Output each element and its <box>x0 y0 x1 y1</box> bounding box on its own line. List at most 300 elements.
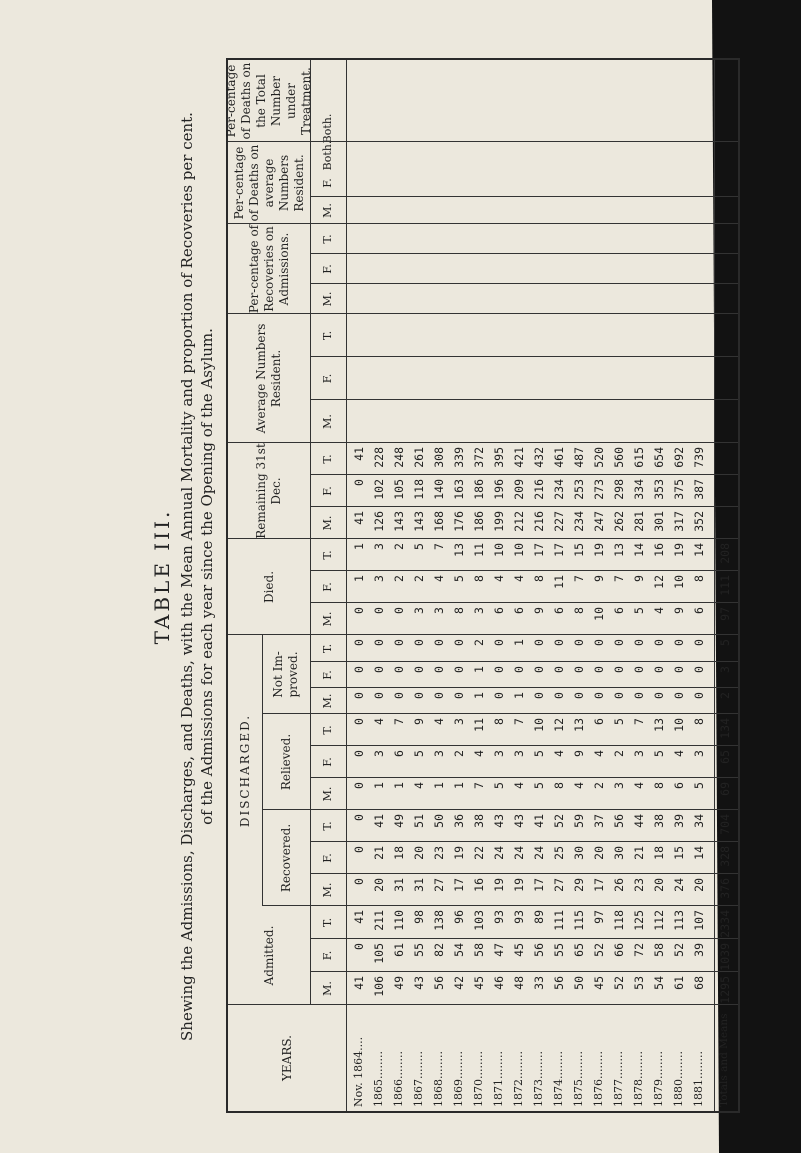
table-cell: 41 <box>352 910 366 924</box>
table-cell: 21 <box>632 846 646 860</box>
table-cell: 25 <box>552 846 566 860</box>
table-cell: 24 <box>492 846 506 860</box>
table-cell: 56 <box>612 814 626 828</box>
table-cell: 105 <box>392 479 406 500</box>
table-cell: 0 <box>572 692 586 699</box>
table-cell: 339 <box>452 447 466 468</box>
table-cell: 56 <box>532 943 546 957</box>
table-cell: 13 <box>652 718 666 732</box>
table-cell: 211 <box>372 910 386 931</box>
table-cell: 2 <box>592 782 606 789</box>
table-cell: 5 <box>632 607 646 614</box>
year-label: 1874........ <box>552 1051 565 1107</box>
table-cell: 16 <box>652 543 666 557</box>
table-cell: 4 <box>672 750 686 757</box>
year-label: 1871........ <box>492 1051 505 1107</box>
table-cell: 54 <box>652 976 666 990</box>
table-cell: 196 <box>492 479 506 500</box>
subheader-t: T. <box>321 917 335 928</box>
table-cell: 0 <box>492 639 506 646</box>
table-cell: 54 <box>452 943 466 957</box>
table-cell: 52 <box>592 943 606 957</box>
table-cell: 0 <box>392 666 406 673</box>
subheader-t: T. <box>321 454 335 464</box>
header-pct-deaths-average: Per-centage of Deaths on average Numbers Resident. <box>231 144 306 222</box>
table-cell: 5 <box>532 782 546 789</box>
table-cell: 11 <box>472 543 486 557</box>
header-died: Died. <box>261 570 276 604</box>
table-cell: 4 <box>572 782 586 789</box>
table-cell: 6 <box>692 607 706 614</box>
table-cell: 113 <box>672 910 686 931</box>
sub-column-rule <box>310 399 738 400</box>
table-cell: 10 <box>672 718 686 732</box>
table-cell: 44 <box>632 814 646 828</box>
table-cell: 0 <box>352 639 366 646</box>
table-cell: 395 <box>492 447 506 468</box>
table-cell: 615 <box>632 447 646 468</box>
table-cell: 46 <box>492 976 506 990</box>
subheader-t: T. <box>321 821 335 831</box>
column-rule <box>228 223 738 224</box>
year-label: 1866........ <box>392 1051 405 1107</box>
table-cell: 0 <box>612 666 626 673</box>
table-cell: 98 <box>412 910 426 924</box>
sub-column-rule <box>310 196 738 197</box>
table-cell: 0 <box>352 878 366 885</box>
table-cell: 0 <box>412 639 426 646</box>
table-cell: 421 <box>512 447 526 468</box>
table-cell: 14 <box>692 543 706 557</box>
table-cell: 0 <box>572 666 586 673</box>
table-cell: 12 <box>652 575 666 589</box>
table-cell: 0 <box>692 692 706 699</box>
table-cell: 375 <box>672 479 686 500</box>
table-cell: 10 <box>492 543 506 557</box>
header-rule <box>346 60 347 1111</box>
subheader-f: F. <box>321 178 335 188</box>
header-not-improved: Not Im-proved. <box>271 651 300 698</box>
table-cell: 110 <box>392 910 406 931</box>
header-pct-deaths-total: Per-centage of Deaths on the Total Number under Treatment. <box>224 62 313 140</box>
table-cell: 5 <box>412 750 426 757</box>
table-cell: 8 <box>692 718 706 725</box>
table-cell: 461 <box>552 447 566 468</box>
table-cell: 38 <box>652 814 666 828</box>
subheader-f: F. <box>321 853 335 863</box>
table-cell: 45 <box>592 976 606 990</box>
table-cell: 96 <box>452 910 466 924</box>
table-cell: 10 <box>672 575 686 589</box>
table-cell: 9 <box>672 607 686 614</box>
header-pct-recoveries: Per-centage of Recoveries on Admissions. <box>246 224 291 314</box>
subheader-m: M. <box>321 981 335 996</box>
table-cell: 5 <box>532 750 546 757</box>
header-admitted: Admitted. <box>261 925 276 986</box>
table-cell: 41 <box>532 814 546 828</box>
table-cell: 0 <box>692 639 706 646</box>
header-average: Average Numbers Resident. <box>254 323 283 434</box>
subheader-both: Both. <box>321 113 335 144</box>
table-cell: 27 <box>552 878 566 892</box>
table-cell: 3 <box>432 607 446 614</box>
table-cell: 112 <box>652 910 666 931</box>
table-cell: 82 <box>432 943 446 957</box>
table-cell: 52 <box>612 976 626 990</box>
table-cell: 261 <box>412 447 426 468</box>
table-cell: 9 <box>532 607 546 614</box>
table-cell: 0 <box>352 814 366 821</box>
table-cell: 2 <box>472 639 486 646</box>
table-cell: 65 <box>572 943 586 957</box>
table-subtitle-line2: of the Admissions for each year since the Opening of the Asylum. <box>198 328 216 825</box>
table-cell: 89 <box>532 910 546 924</box>
table-cell: 8 <box>472 575 486 582</box>
table-cell: 4 <box>512 575 526 582</box>
table-cell: 24 <box>532 846 546 860</box>
table-cell: 14 <box>692 846 706 860</box>
table-cell: 216 <box>532 511 546 532</box>
table-cell: 0 <box>592 639 606 646</box>
table-cell: 0 <box>632 639 646 646</box>
table-cell: 234 <box>572 511 586 532</box>
subheader-m: M. <box>321 611 335 627</box>
table-cell: 4 <box>412 782 426 789</box>
table-cell: 5 <box>692 782 706 789</box>
table-cell: 1 <box>392 782 406 789</box>
table-cell: 0 <box>372 692 386 699</box>
table-cell: 48 <box>512 976 526 990</box>
table-cell: 4 <box>372 718 386 725</box>
table-cell: 0 <box>492 666 506 673</box>
table-cell: 15 <box>572 543 586 557</box>
table-cell: 334 <box>632 479 646 500</box>
table-cell: 0 <box>632 692 646 699</box>
header-years: YEARS. <box>279 1035 294 1081</box>
header-remaining: Remaining 31st Dec. <box>254 443 283 539</box>
year-label: 1865........ <box>372 1051 385 1107</box>
table-cell: 1 <box>472 692 486 699</box>
table-cell: 7 <box>472 782 486 789</box>
table-cell: 6 <box>552 607 566 614</box>
table-cell: 51 <box>412 814 426 828</box>
table-cell: 3 <box>512 750 526 757</box>
table-cell: 34 <box>692 814 706 828</box>
table-subtitle-line1: Shewing the Admissions, Discharges, and Deaths, with the Mean Annual Mortality and proportion of Recoveries per cent. <box>178 112 196 1041</box>
table-cell: 13 <box>452 543 466 557</box>
table-cell: 2 <box>412 575 426 582</box>
table-cell: 1 <box>452 782 466 789</box>
table-cell: 50 <box>432 814 446 828</box>
table-cell: 317 <box>672 511 686 532</box>
subheader-t: T. <box>321 550 335 560</box>
table-cell: 487 <box>572 447 586 468</box>
table-cell: 199 <box>492 511 506 532</box>
table-cell: 739 <box>692 447 706 468</box>
totals-cell: 1295 <box>718 976 732 1004</box>
table-cell: 1 <box>512 692 526 699</box>
table-cell: 7 <box>572 575 586 582</box>
table-cell: 0 <box>592 666 606 673</box>
table-cell: 1 <box>512 639 526 646</box>
subheader-f: F. <box>321 670 335 680</box>
table-cell: 8 <box>572 607 586 614</box>
table-cell: 18 <box>392 846 406 860</box>
table-cell: 61 <box>672 976 686 990</box>
table-cell: 55 <box>552 943 566 957</box>
table-cell: 93 <box>492 910 506 924</box>
table-cell: 654 <box>652 447 666 468</box>
table-cell: 20 <box>692 878 706 892</box>
table-cell: 0 <box>352 943 366 950</box>
table-cell: 8 <box>692 575 706 582</box>
table-cell: 0 <box>672 666 686 673</box>
table-cell: 26 <box>612 878 626 892</box>
table-cell: 22 <box>472 846 486 860</box>
subheader-m: M. <box>321 203 335 218</box>
table-cell: 143 <box>392 511 406 532</box>
table-cell: 0 <box>532 666 546 673</box>
table-cell: 58 <box>652 943 666 957</box>
table-cell: 61 <box>392 943 406 957</box>
table-cell: 118 <box>412 479 426 500</box>
table-cell: 17 <box>552 543 566 557</box>
table-cell: 6 <box>612 607 626 614</box>
table-cell: 49 <box>392 976 406 990</box>
table-cell: 10 <box>532 718 546 732</box>
year-label: 1878........ <box>632 1051 645 1107</box>
table-cell: 30 <box>612 846 626 860</box>
table-cell: 43 <box>492 814 506 828</box>
table-cell: 17 <box>452 878 466 892</box>
table-cell: 8 <box>532 575 546 582</box>
table-cell: 5 <box>452 575 466 582</box>
table-cell: 168 <box>432 511 446 532</box>
table-cell: 0 <box>452 666 466 673</box>
table-cell: 308 <box>432 447 446 468</box>
table-cell: 0 <box>352 607 366 614</box>
subheader-both: Both. <box>321 140 335 171</box>
subheader-f: F. <box>321 582 335 592</box>
table-cell: 7 <box>432 543 446 550</box>
table-cell: 21 <box>372 846 386 860</box>
table-cell: 0 <box>652 666 666 673</box>
table-cell: 4 <box>472 750 486 757</box>
table-cell: 105 <box>372 943 386 964</box>
table-cell: 72 <box>632 943 646 957</box>
table-cell: 7 <box>512 718 526 725</box>
table-cell: 41 <box>352 976 366 990</box>
sub-column-rule <box>310 356 738 357</box>
table-cell: 1 <box>352 575 366 582</box>
table-cell: 2 <box>452 750 466 757</box>
table-cell: 560 <box>612 447 626 468</box>
table-cell: 3 <box>372 543 386 550</box>
table-cell: 4 <box>552 750 566 757</box>
table-cell: 228 <box>372 447 386 468</box>
table-cell: 39 <box>692 943 706 957</box>
table-cell: 55 <box>412 943 426 957</box>
totals-cell: 97 <box>718 607 732 621</box>
table-cell: 0 <box>552 639 566 646</box>
statistics-table <box>226 58 740 1113</box>
table-cell: 1 <box>372 782 386 789</box>
table-cell: 0 <box>352 782 366 789</box>
table-cell: 0 <box>352 692 366 699</box>
table-cell: 93 <box>512 910 526 924</box>
table-cell: 11 <box>552 575 566 589</box>
table-cell: 9 <box>632 575 646 582</box>
table-cell: 59 <box>572 814 586 828</box>
table-cell: 126 <box>372 511 386 532</box>
table-cell: 14 <box>632 543 646 557</box>
table-cell: 20 <box>412 846 426 860</box>
table-cell: 186 <box>472 511 486 532</box>
subheader-t: T. <box>321 725 335 735</box>
table-cell: 19 <box>452 846 466 860</box>
table-cell: 0 <box>612 639 626 646</box>
table-cell: 5 <box>652 750 666 757</box>
table-cell: 1 <box>472 666 486 673</box>
table-cell: 17 <box>532 543 546 557</box>
table-cell: 3 <box>612 782 626 789</box>
year-label: 1872........ <box>512 1051 525 1107</box>
table-cell: 31 <box>412 878 426 892</box>
totals-cell: 704 <box>718 814 732 835</box>
subheader-m: M. <box>321 414 335 429</box>
table-cell: 6 <box>512 607 526 614</box>
totals-cell: 65 <box>718 750 732 764</box>
table-cell: 4 <box>492 575 506 582</box>
header-discharged: DISCHARGED. <box>237 713 252 828</box>
table-cell: 186 <box>472 479 486 500</box>
table-cell: 0 <box>372 607 386 614</box>
year-label: 1880........ <box>672 1051 685 1107</box>
table-cell: 36 <box>452 814 466 828</box>
totals-cell: 69 <box>718 782 732 796</box>
header-recovered: Recovered. <box>278 823 293 893</box>
table-cell: 0 <box>352 479 366 486</box>
table-cell: 13 <box>612 543 626 557</box>
table-cell: 0 <box>372 666 386 673</box>
table-cell: 37 <box>592 814 606 828</box>
table-cell: 4 <box>512 782 526 789</box>
subheader-f: F. <box>321 757 335 767</box>
table-cell: 19 <box>492 878 506 892</box>
table-cell: 58 <box>472 943 486 957</box>
table-cell: 20 <box>652 878 666 892</box>
table-cell: 520 <box>592 447 606 468</box>
table-cell: 102 <box>372 479 386 500</box>
table-cell: 0 <box>552 666 566 673</box>
table-cell: 19 <box>592 543 606 557</box>
table-cell: 5 <box>492 782 506 789</box>
table-cell: 52 <box>552 814 566 828</box>
header-rule <box>262 635 263 906</box>
column-rule <box>228 141 738 142</box>
table-cell: 0 <box>632 666 646 673</box>
table-cell: 118 <box>612 910 626 931</box>
totals-cell: 1039 <box>718 943 732 971</box>
table-cell: 0 <box>532 639 546 646</box>
table-cell: 27 <box>432 878 446 892</box>
table-cell: 0 <box>392 607 406 614</box>
totals-cell: 2 <box>718 692 732 699</box>
table-cell: 4 <box>432 575 446 582</box>
table-cell: 56 <box>552 976 566 990</box>
table-cell: 216 <box>532 479 546 500</box>
table-cell: 163 <box>452 479 466 500</box>
table-cell: 0 <box>672 639 686 646</box>
subheader-m: M. <box>321 291 335 307</box>
table-cell: 0 <box>352 718 366 725</box>
table-cell: 234 <box>552 479 566 500</box>
table-cell: 3 <box>412 607 426 614</box>
subheader-f: F. <box>321 264 335 274</box>
subheader-t: T. <box>321 643 335 654</box>
table-cell: 227 <box>552 511 566 532</box>
table-cell: 38 <box>472 814 486 828</box>
table-cell: 39 <box>672 814 686 828</box>
table-cell: 212 <box>512 511 526 532</box>
table-cell: 372 <box>472 447 486 468</box>
table-cell: 143 <box>412 511 426 532</box>
table-cell: 176 <box>452 511 466 532</box>
table-cell: 209 <box>512 479 526 500</box>
table-cell: 17 <box>592 878 606 892</box>
subheader-m: M. <box>321 515 335 531</box>
table-cell: 43 <box>512 814 526 828</box>
table-cell: 45 <box>512 943 526 957</box>
table-cell: 301 <box>652 511 666 532</box>
table-cell: 140 <box>432 479 446 500</box>
table-cell: 41 <box>352 447 366 461</box>
table-cell: 12 <box>552 718 566 732</box>
table-cell: 29 <box>572 878 586 892</box>
table-cell: 0 <box>372 639 386 646</box>
table-cell: 3 <box>452 718 466 725</box>
sub-column-rule <box>310 253 738 254</box>
table-cell: 52 <box>672 943 686 957</box>
table-cell: 125 <box>632 910 646 931</box>
table-cell: 45 <box>472 976 486 990</box>
table-cell: 10 <box>512 543 526 557</box>
table-cell: 0 <box>652 692 666 699</box>
table-cell: 8 <box>552 782 566 789</box>
table-cell: 432 <box>532 447 546 468</box>
table-cell: 2 <box>392 543 406 550</box>
table-cell: 17 <box>532 878 546 892</box>
column-rule <box>228 313 738 314</box>
table-cell: 49 <box>392 814 406 828</box>
table-cell: 1 <box>432 782 446 789</box>
table-cell: 30 <box>572 846 586 860</box>
table-cell: 0 <box>652 639 666 646</box>
table-cell: 20 <box>592 846 606 860</box>
totals-cell: 134 <box>718 718 732 739</box>
table-cell: 0 <box>512 666 526 673</box>
table-cell: 0 <box>692 666 706 673</box>
table-cell: 298 <box>612 479 626 500</box>
table-cell: 106 <box>372 976 386 997</box>
table-cell: 0 <box>572 639 586 646</box>
table-cell: 0 <box>392 639 406 646</box>
table-cell: 3 <box>472 607 486 614</box>
table-cell: 2 <box>612 750 626 757</box>
column-rule <box>228 442 738 443</box>
table-cell: 0 <box>492 692 506 699</box>
table-cell: 0 <box>412 692 426 699</box>
